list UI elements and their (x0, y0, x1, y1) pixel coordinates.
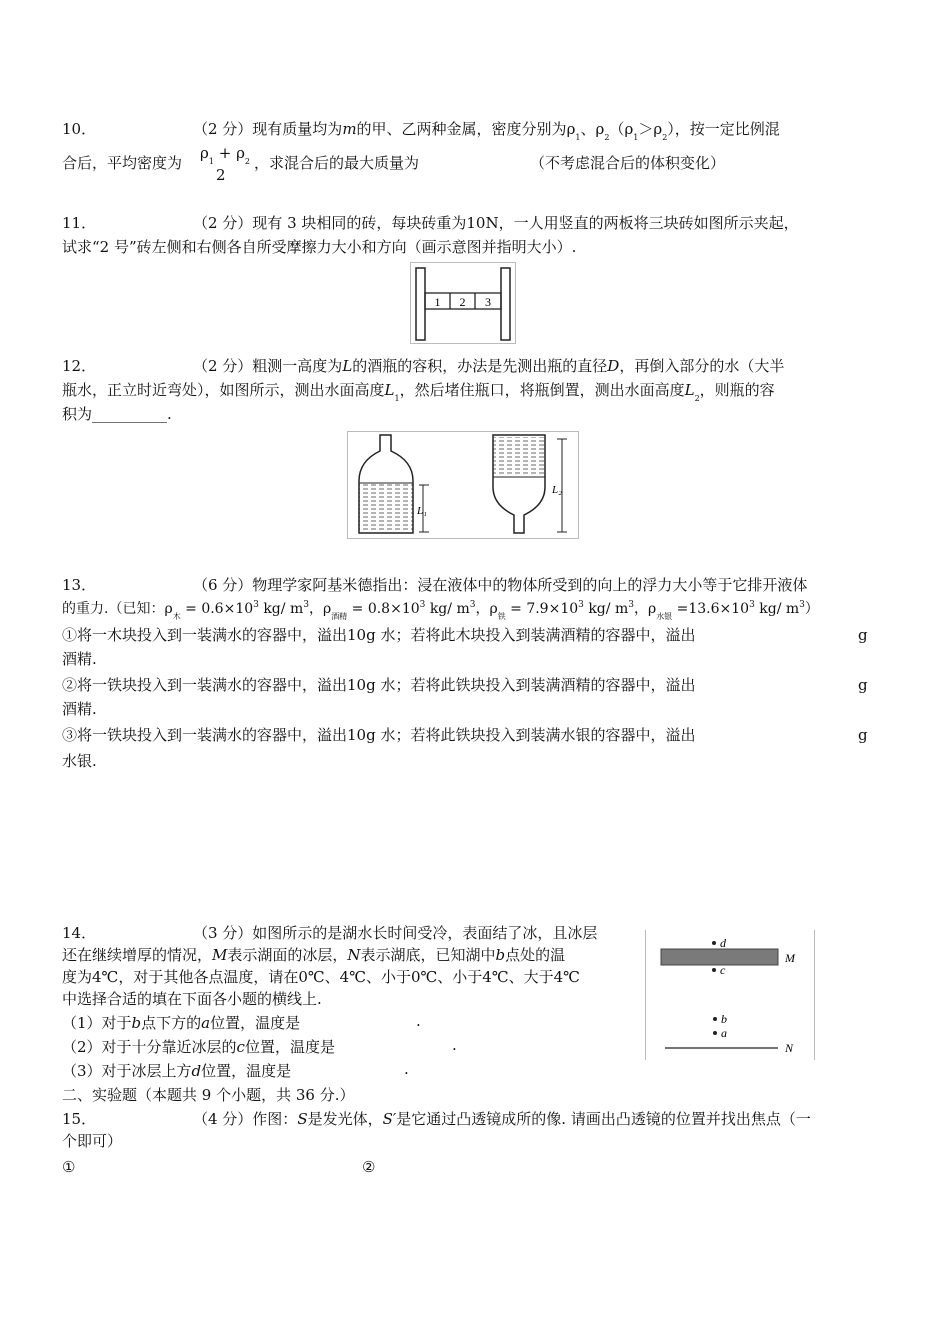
q10-fraction-denominator: 2 (216, 166, 226, 184)
q13-number: 13． (62, 576, 97, 594)
q15-circle-2: ② (362, 1158, 376, 1176)
q10-fraction-numerator: $\rho_1 + \rho_2$ (200, 144, 250, 166)
q10-line2b: ，求混合后的最大质量为 (254, 154, 420, 172)
point-c (712, 968, 716, 972)
fig-L2-label: L₂ (552, 484, 562, 496)
q10-line2c: （不考虑混合后的体积变化） (530, 154, 726, 172)
q14-sub3: （3）对于冰层上方d位置，温度是 (62, 1062, 292, 1080)
q13-item1-unit: g (858, 626, 868, 644)
q13-item2-unit: g (858, 676, 868, 694)
q14-sub1-period: . (416, 1012, 421, 1030)
q14-sub2-period: . (452, 1036, 457, 1054)
q11-line1: （2 分）现有 3 块相同的砖，每块砖重为10N，一人用竖直的两板将三块砖如图所示夹起， (193, 214, 799, 232)
brick-2-label: 2 (459, 295, 466, 309)
q13-item1: ①将一木块投入到一装满水的容器中，溢出10g 水；若将此木块投入到装满酒精的容器中，溢出 (62, 626, 696, 644)
q11-line2: 试求“2 号”砖左侧和右侧各自所受摩擦力大小和方向（画示意图并指明大小）. (62, 238, 577, 256)
q13-item3-tail: 水银. (62, 752, 97, 770)
q12-bottle-figure (347, 431, 579, 539)
q12-line3: 积为__________. (62, 405, 172, 423)
label-M: M (785, 951, 795, 965)
svg-text:b: b (721, 1012, 727, 1026)
q15-line1: （4 分）作图：S是发光体，S′是它通过凸透镜成所的像. 请画出凸透镜的位置并找出焦点（一 (193, 1110, 811, 1128)
q10-line2a: 合后，平均密度为 (62, 154, 183, 172)
q10-line1: （2 分）现有质量均为m的甲、乙两种金属，密度分别为$\rho_1$、$\rho_2(\rho_1>\rho_2)$，按一定比例混 (193, 120, 780, 142)
q13-item2: ②将一铁块投入到一装满水的容器中，溢出10g 水；若将此铁块投入到装满酒精的容器中，溢出 (62, 676, 696, 694)
point-d (712, 941, 716, 945)
q15-circle-1: ① (62, 1158, 76, 1176)
q14-sub3-period: . (404, 1060, 409, 1078)
q14-line3: 度为4℃，对于其他各点温度，请在0℃、4℃、小于0℃、小于4℃、大于4℃ (62, 968, 580, 986)
fig-L1-label: L₁ (417, 505, 427, 517)
q14-line4: 中选择合适的填在下面各小题的横线上. (62, 990, 322, 1008)
q14-sub2: （2）对于十分靠近冰层的c位置，温度是 (62, 1038, 335, 1056)
q13-item1-tail: 酒精. (62, 650, 97, 668)
q11-brick-figure (410, 262, 516, 344)
svg-text:a: a (721, 1026, 727, 1040)
q14-line2: 还在继续增厚的情况，M表示湖面的冰层，N表示湖底，已知湖中b点处的温 (62, 946, 566, 964)
brick-1-label: 1 (434, 295, 441, 309)
q13-item2-tail: 酒精. (62, 700, 97, 718)
q13-line2: 的重力.（已知：$\rho_木 = 0.6\times 10^3$ kg/ $m^3$，$\rho_{酒精} = 0.8\times 10^3$ kg/ $m^3$，$\rho_铁 = 7.9\times 10^3$ kg/ $m^3$，$\rho_{水银} =13.6\times 10^3$ kg/ $m^3$） (62, 600, 819, 621)
q13-item3: ③将一铁块投入到一装满水的容器中，溢出10g 水；若将此铁块投入到装满水银的容器中，溢出 (62, 726, 696, 744)
q12-line1: （2 分）粗测一高度为L的酒瓶的容积，办法是先测出瓶的直径D，再倒入部分的水（大半 (193, 357, 785, 375)
q13-item3-unit: g (858, 726, 868, 744)
svg-text:d: d (720, 936, 726, 950)
q14-lake-figure (645, 930, 815, 1060)
q14-sub1: （1）对于b点下方的a位置，温度是 (62, 1014, 301, 1032)
q10-number: 10． (62, 120, 97, 138)
q15-line2: 个即可） (62, 1132, 123, 1150)
q14-number: 14． (62, 924, 97, 942)
point-a (713, 1031, 717, 1035)
section-2-heading: 二、实验题（本题共 9 个小题，共 36 分.） (62, 1086, 355, 1104)
q13-line1: （6 分）物理学家阿基米德指出：浸在液体中的物体所受到的向上的浮力大小等于它排开液体 (193, 576, 808, 594)
q11-number: 11． (62, 214, 97, 232)
svg-text:c: c (720, 963, 726, 977)
brick-3-label: 3 (485, 295, 491, 309)
q12-line2: 瓶水，正立时近弯处），如图所示，测出水面高度$L_1$，然后堵住瓶口，将瓶倒置，测出水面高度$L_2$，则瓶的容 (62, 381, 775, 403)
label-N: N (785, 1041, 794, 1055)
q14-line1: （3 分）如图所示的是湖水长时间受冷，表面结了冰，且冰层 (193, 924, 598, 942)
point-b (713, 1017, 717, 1021)
q12-number: 12． (62, 357, 97, 375)
q15-number: 15． (62, 1110, 97, 1128)
